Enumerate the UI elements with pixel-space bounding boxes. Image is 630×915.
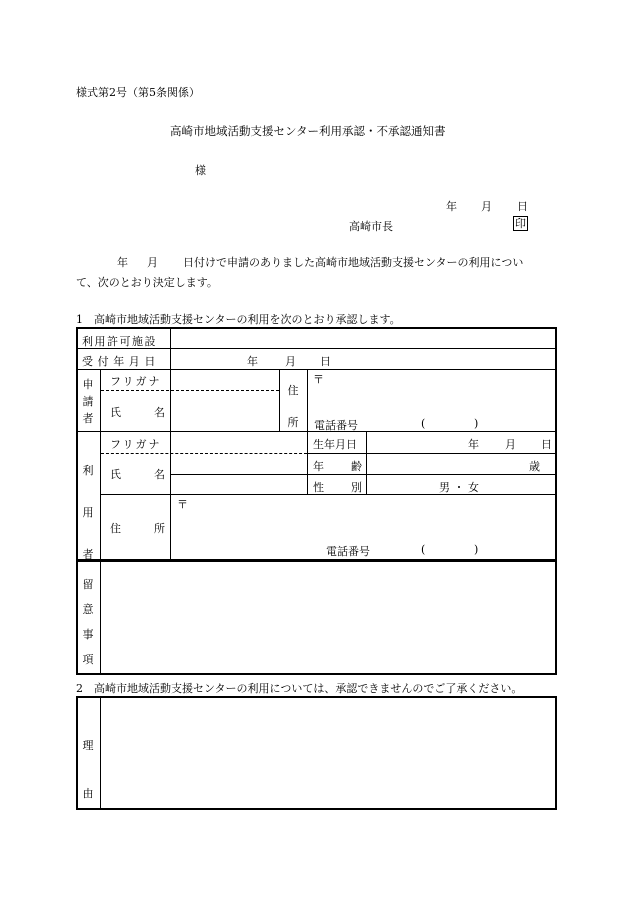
row-divider: [171, 474, 556, 475]
user-label: 利 用 者: [82, 464, 94, 561]
user-phone-paren-close: ): [474, 543, 479, 556]
row-divider: [77, 369, 556, 370]
col-divider: [366, 431, 367, 494]
issue-date-year: 年: [446, 200, 457, 213]
intro-year: 年: [117, 256, 128, 269]
received-day: 日: [320, 355, 331, 368]
birth-month: 月: [505, 438, 516, 451]
intro-line2: て、次のとおり決定します。: [76, 276, 218, 289]
col-divider: [307, 369, 308, 431]
row-divider: [101, 494, 556, 495]
applicant-phone-label: 電話番号: [314, 419, 358, 432]
sex-label-1: 性: [313, 481, 324, 494]
notes-box: [76, 560, 557, 675]
issue-date-day: 日: [517, 200, 528, 213]
col-divider: [170, 369, 171, 560]
applicant-name-label-1: 氏: [110, 406, 121, 419]
reason-label: 理 由: [82, 739, 94, 800]
issuer-name: 高崎市長: [349, 220, 393, 233]
addressee-suffix: 様: [195, 164, 206, 177]
user-furigana-label: フリガナ: [110, 438, 162, 451]
applicant-label: 申 請 者: [82, 378, 94, 425]
col-divider: [307, 431, 308, 494]
user-name-label-2: 名: [154, 468, 165, 481]
issue-date-month: 月: [481, 200, 492, 213]
age-unit: 歳: [529, 460, 540, 473]
applicant-phone-paren-close: ): [474, 417, 479, 430]
sex-options: 男 ・ 女: [439, 481, 479, 494]
section2-heading: 2 高崎市地域活動支援センターの利用については、承認できませんのでご了承ください。: [76, 682, 523, 695]
col-divider: [100, 562, 101, 673]
age-label-1: 年: [313, 460, 324, 473]
received-year: 年: [247, 355, 258, 368]
col-divider: [170, 328, 171, 369]
seal-mark: 印: [515, 217, 526, 230]
reason-box: [76, 696, 557, 810]
user-name-label-1: 氏: [110, 468, 121, 481]
user-address-label-2: 所: [154, 522, 165, 535]
notes-label: 留 意 事 項: [82, 578, 94, 666]
birth-date-label: 生年月日: [313, 438, 357, 451]
furigana-divider: [101, 390, 279, 391]
intro-line1: 日付けで申請のありました高崎市地域活動支援センターの利用につい: [183, 256, 524, 269]
birth-day: 日: [541, 438, 552, 451]
received-month: 月: [285, 355, 296, 368]
furigana-divider: [101, 453, 307, 454]
user-postal-mark: 〒: [177, 498, 188, 511]
section1-heading: 1 高崎市地域活動支援センターの利用を次のとおり承認します。: [76, 313, 401, 326]
row-divider: [307, 453, 556, 454]
user-phone-paren-open: (: [421, 543, 426, 556]
document-title: 高崎市地域活動支援センター利用承認・不承認通知書: [170, 124, 446, 138]
applicant-address-label: 住 所: [287, 384, 299, 429]
user-phone-label: 電話番号: [326, 545, 370, 558]
col-divider: [279, 369, 280, 431]
birth-year: 年: [468, 438, 479, 451]
applicant-furigana-label: フリガナ: [110, 375, 162, 388]
form-number: 様式第2号（第5条関係）: [76, 86, 200, 99]
age-label-2: 齢: [351, 460, 362, 473]
applicant-name-label-2: 名: [154, 406, 165, 419]
user-address-label-1: 住: [110, 522, 121, 535]
applicant-postal-mark: 〒: [313, 373, 324, 386]
applicant-phone-paren-open: (: [421, 417, 426, 430]
col-divider: [100, 369, 101, 560]
col-divider: [100, 698, 101, 808]
intro-month: 月: [147, 256, 158, 269]
facility-label: 利用許可施設: [82, 335, 157, 348]
received-date-label: 受付年月日: [82, 355, 160, 368]
sex-label-2: 別: [351, 481, 362, 494]
